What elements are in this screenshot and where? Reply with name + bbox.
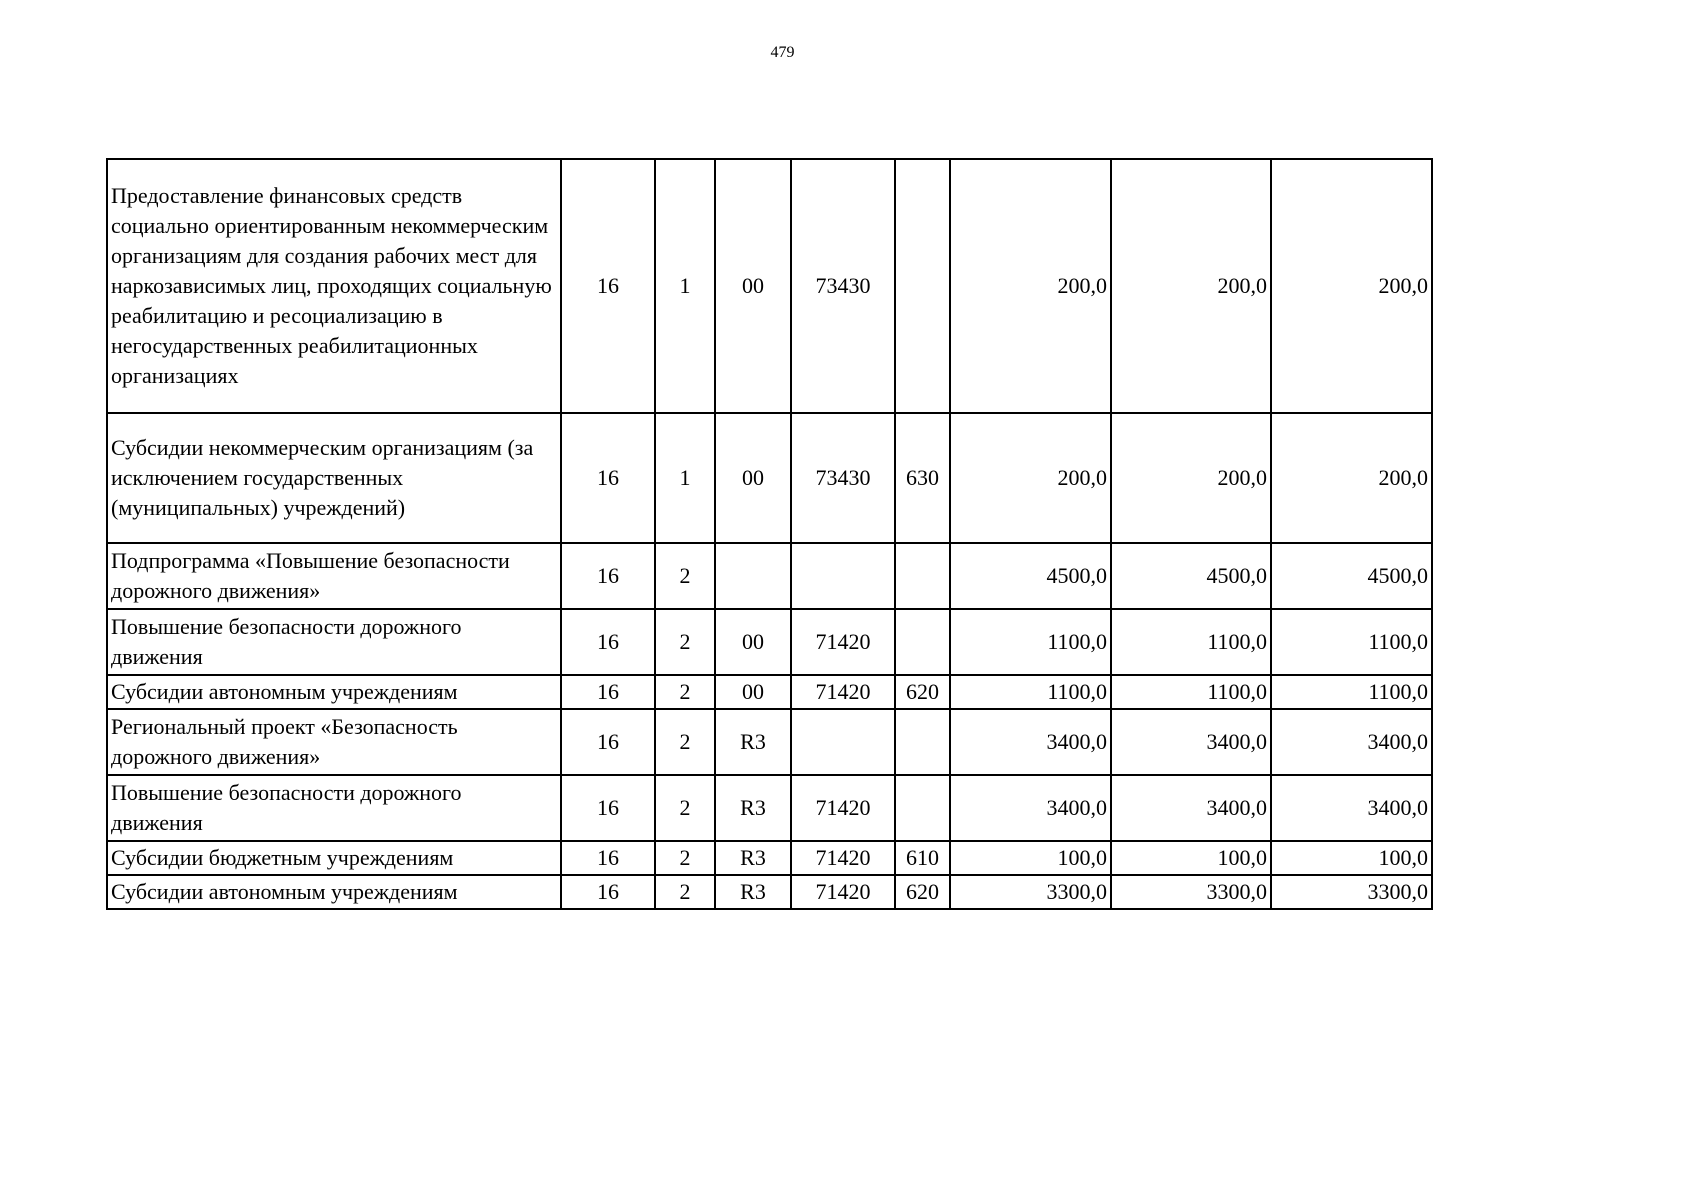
expense-code: 71420 [791,841,895,875]
amount-year-1: 200,0 [950,413,1111,543]
amount-year-3: 4500,0 [1271,543,1432,609]
row-name: Подпрограмма «Повышение безопасности дорожного движения» [107,543,561,609]
subprogram-code: 2 [655,709,715,775]
direction-code: 00 [715,675,791,709]
amount-year-2: 3400,0 [1111,775,1271,841]
subprogram-code: 1 [655,159,715,413]
page-number: 479 [770,44,795,61]
direction-code: R3 [715,875,791,909]
expense-code [791,709,895,775]
row-name: Повышение безопасности дорожного движения [107,775,561,841]
amount-year-1: 4500,0 [950,543,1111,609]
subprogram-code: 2 [655,775,715,841]
program-code: 16 [561,543,655,609]
direction-code: 00 [715,609,791,675]
amount-year-3: 200,0 [1271,413,1432,543]
program-code: 16 [561,609,655,675]
program-code: 16 [561,875,655,909]
direction-code: 00 [715,413,791,543]
expense-code: 71420 [791,609,895,675]
amount-year-2: 200,0 [1111,413,1271,543]
table-row [107,413,1432,543]
direction-code: R3 [715,841,791,875]
row-name: Предоставление финансовых средств социально ориентированным некоммерческим организациям для создания рабочих мест для наркозависимых лиц, проходящих социальную реабилитацию и ресоциализацию в негосударственных реабилитационных организациях [107,159,561,413]
amount-year-2: 100,0 [1111,841,1271,875]
amount-year-3: 100,0 [1271,841,1432,875]
amount-year-3: 3400,0 [1271,709,1432,775]
amount-year-2: 3400,0 [1111,709,1271,775]
direction-code: 00 [715,159,791,413]
expense-type [895,775,950,841]
amount-year-3: 1100,0 [1271,675,1432,709]
expense-code [791,543,895,609]
expense-type: 620 [895,875,950,909]
amount-year-1: 3400,0 [950,775,1111,841]
table-row [107,841,1432,875]
budget-table [106,158,1433,910]
amount-year-3: 3400,0 [1271,775,1432,841]
expense-code: 71420 [791,675,895,709]
row-name: Субсидии бюджетным учреждениям [107,841,561,875]
expense-code: 71420 [791,775,895,841]
amount-year-2: 1100,0 [1111,609,1271,675]
table-row [107,159,1432,413]
direction-code: R3 [715,775,791,841]
row-name: Повышение безопасности дорожного движения [107,609,561,675]
subprogram-code: 2 [655,841,715,875]
table-row [107,543,1432,609]
amount-year-2: 3300,0 [1111,875,1271,909]
table-row [107,709,1432,775]
expense-type: 630 [895,413,950,543]
table-row [107,875,1432,909]
row-name: Субсидии автономным учреждениям [107,675,561,709]
amount-year-2: 1100,0 [1111,675,1271,709]
program-code: 16 [561,841,655,875]
expense-type [895,709,950,775]
subprogram-code: 2 [655,543,715,609]
subprogram-code: 2 [655,675,715,709]
amount-year-3: 200,0 [1271,159,1432,413]
expense-type: 620 [895,675,950,709]
direction-code [715,543,791,609]
table-row [107,609,1432,675]
row-name: Региональный проект «Безопасность дорожного движения» [107,709,561,775]
subprogram-code: 2 [655,609,715,675]
expense-type: 610 [895,841,950,875]
expense-code: 71420 [791,875,895,909]
amount-year-1: 100,0 [950,841,1111,875]
amount-year-2: 200,0 [1111,159,1271,413]
amount-year-3: 1100,0 [1271,609,1432,675]
amount-year-1: 3400,0 [950,709,1111,775]
amount-year-1: 1100,0 [950,609,1111,675]
subprogram-code: 1 [655,413,715,543]
table-row [107,675,1432,709]
program-code: 16 [561,159,655,413]
amount-year-2: 4500,0 [1111,543,1271,609]
row-name: Субсидии некоммерческим организациям (за исключением государственных (муниципальных) учреждений) [107,413,561,543]
expense-type [895,543,950,609]
row-name: Субсидии автономным учреждениям [107,875,561,909]
table-row [107,775,1432,841]
expense-code: 73430 [791,159,895,413]
expense-type [895,159,950,413]
program-code: 16 [561,709,655,775]
amount-year-1: 3300,0 [950,875,1111,909]
program-code: 16 [561,413,655,543]
program-code: 16 [561,675,655,709]
expense-type [895,609,950,675]
subprogram-code: 2 [655,875,715,909]
amount-year-1: 1100,0 [950,675,1111,709]
expense-code: 73430 [791,413,895,543]
amount-year-1: 200,0 [950,159,1111,413]
direction-code: R3 [715,709,791,775]
amount-year-3: 3300,0 [1271,875,1432,909]
program-code: 16 [561,775,655,841]
